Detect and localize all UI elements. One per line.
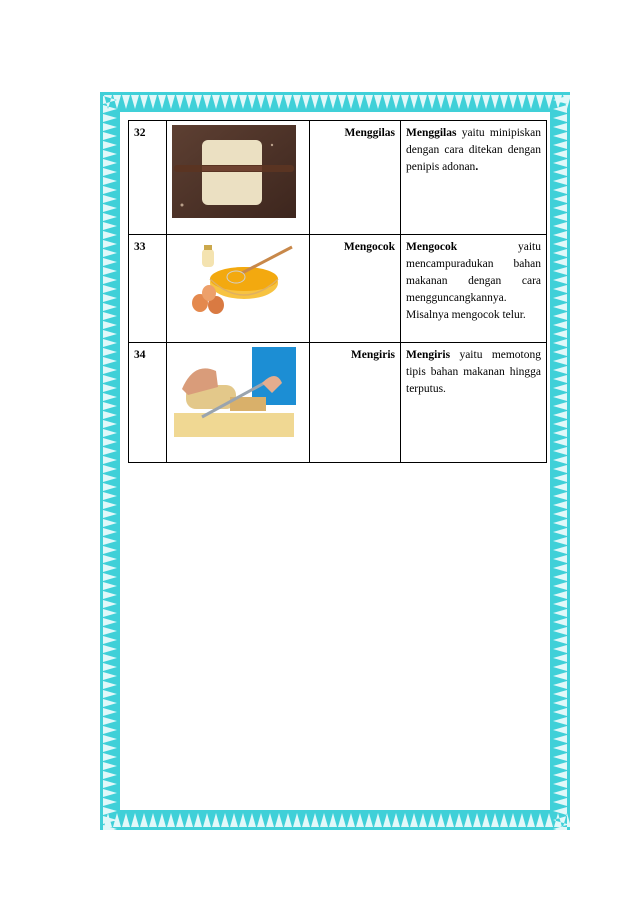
row-number: 33	[129, 235, 167, 343]
term-description	[401, 121, 547, 235]
desc-bold-term: Menggilas	[406, 127, 457, 139]
cooking-terms-table	[128, 120, 547, 463]
desc-bold-term: Mengocok	[406, 241, 458, 253]
desc-bold-term: Mengiris	[406, 349, 451, 361]
desc-text: yaitu memotong tipis bahan makanan hingga terputus.	[406, 349, 542, 395]
rolling-pin-dough-photo	[167, 121, 310, 235]
beating-eggs-photo	[167, 235, 310, 343]
term-name: Menggilas	[310, 121, 401, 235]
table-row	[129, 343, 547, 463]
row-number: 32	[129, 121, 167, 235]
desc-text: yaitu minipiskan dengan cara ditekan dengan penipis adonan	[406, 127, 541, 173]
desc-tail: .	[475, 161, 479, 173]
term-description	[401, 235, 547, 343]
row-number: 34	[129, 343, 167, 463]
table-row	[129, 121, 547, 235]
desc-tail: Misalnya mengocok telur.	[406, 309, 526, 321]
slicing-bread-photo	[167, 343, 310, 463]
desc-text: yaitu mencampuradukan bahan makanan dengan cara mengguncangkannya.	[406, 241, 541, 304]
term-name: Mengocok	[310, 235, 401, 343]
term-description	[401, 343, 547, 463]
term-name: Mengiris	[310, 343, 401, 463]
table-row	[129, 235, 547, 343]
